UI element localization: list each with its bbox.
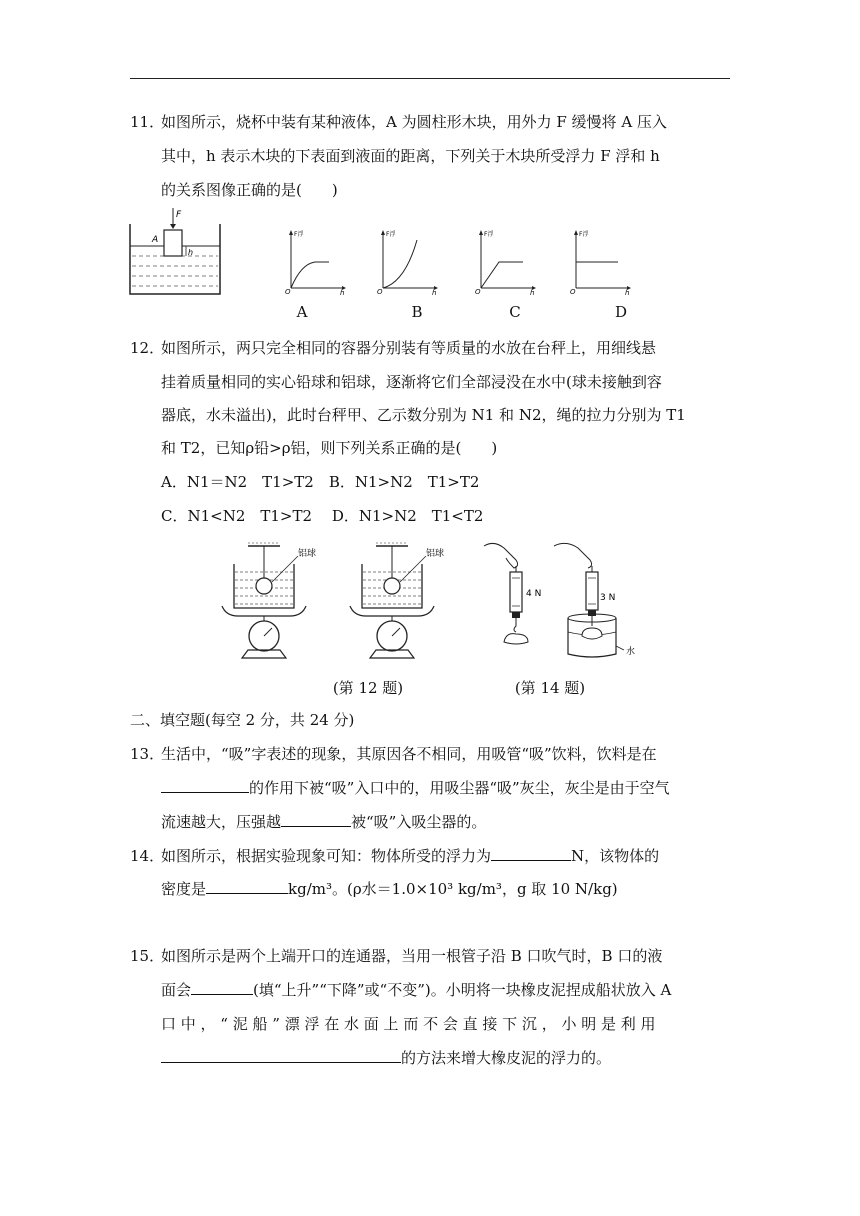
q11-graph-a-o: O xyxy=(285,288,291,296)
q12-number: 12． xyxy=(130,339,165,357)
q14-caption: (第 14 题) xyxy=(514,679,586,697)
q11-graph-d-o: O xyxy=(570,288,576,296)
q14-right-reading: 3 N xyxy=(600,593,616,603)
q11-graph-b-x: h xyxy=(432,289,437,296)
q13-blank-2[interactable] xyxy=(281,812,351,827)
q12-scale-right xyxy=(350,543,444,658)
q13-blank-1[interactable] xyxy=(161,778,249,793)
q12-line-1: 如图所示，两只完全相同的容器分别装有等质量的水放在台秤上，用细线悬 xyxy=(161,339,657,357)
q14-blank-2[interactable] xyxy=(206,879,288,894)
q14-water-label: 水 xyxy=(626,647,636,657)
q11-block-label: A xyxy=(152,235,159,245)
q15-blank-2[interactable] xyxy=(161,1048,401,1063)
q14-line-2-after: kg/m³。(ρ水＝1.0×10³ kg/m³，g 取 10 N/kg) xyxy=(288,880,618,898)
q11-graph-c-x: h xyxy=(530,289,535,296)
q14-line-1-after: N，该物体的 xyxy=(571,847,660,865)
q13-line-3-after: 被“吸”入吸尘器的。 xyxy=(351,813,487,831)
q14-blank-1[interactable] xyxy=(491,846,571,861)
q14-left-reading: 4 N xyxy=(526,589,542,599)
q11-graph-c xyxy=(475,228,537,296)
q11-graph-d-y: F浮 xyxy=(579,231,589,238)
q13-line-3 xyxy=(161,812,486,832)
q12-caption: (第 12 题) xyxy=(332,679,404,697)
q11-graph-a-x: h xyxy=(340,289,345,296)
q11-label-c: C xyxy=(509,303,521,321)
q12-line-2: 挂着质量相同的实心铅球和铝球，逐渐将它们全部浸没在水中(球未接触到容 xyxy=(161,373,662,391)
q11-graph-b-o: O xyxy=(377,288,383,296)
q11-line-2: 其中，h 表示木块的下表面到液面的距离，下列关于木块所受浮力 F 浮和 h xyxy=(161,147,660,165)
q14-number: 14． xyxy=(130,847,165,865)
q11-number: 11． xyxy=(130,113,165,131)
q11-graph-c-y: F浮 xyxy=(484,231,494,238)
header-rule xyxy=(130,78,730,79)
q12-ball-label-right: 铝球 xyxy=(426,549,445,559)
q11-depth-label: h xyxy=(188,248,194,257)
q13-number: 13． xyxy=(130,745,165,763)
q15-line-2 xyxy=(161,980,671,1000)
q12-figure xyxy=(218,542,458,664)
q14-line-1-before: 如图所示，根据实验现象可知：物体所受的浮力为 xyxy=(161,847,492,865)
q11-label-a: A xyxy=(296,303,308,321)
q11-line-1: 如图所示，烧杯中装有某种液体，A 为圆柱形木块，用外力 F 缓慢将 A 压入 xyxy=(161,113,667,131)
q13-line-2 xyxy=(161,778,670,798)
q11-graph-b-y: F浮 xyxy=(386,231,396,238)
q11-label-b: B xyxy=(411,303,423,321)
q12-ball-label-left: 铝球 xyxy=(298,549,317,559)
q11-graph-c-o: O xyxy=(475,288,481,296)
q15-line-2-before: 面会 xyxy=(161,981,192,999)
q14-line-1 xyxy=(161,846,659,866)
q13-line-1: 生活中，“吸”字表述的现象，其原因各不相同，用吸管“吸”饮料，饮料是在 xyxy=(161,745,657,763)
q15-number: 15． xyxy=(130,947,165,965)
q11-graph-a xyxy=(285,228,347,296)
q15-line-1: 如图所示是两个上端开口的连通器，当用一根管子沿 B 口吹气时，B 口的液 xyxy=(161,947,663,965)
q13-line-3-before: 流速越大，压强越 xyxy=(161,813,282,831)
q12-line-4: 和 T2，已知ρ铅>ρ铝，则下列关系正确的是( ) xyxy=(161,439,498,457)
q11-line-3: 的关系图像正确的是( ) xyxy=(161,181,338,199)
q11-beaker-figure xyxy=(128,206,224,298)
q12-line-3: 器底，水未溢出)，此时台秤甲、乙示数分别为 N1 和 N2，绳的拉力分别为 T1 xyxy=(161,406,686,424)
q11-graph-d xyxy=(570,228,632,296)
q11-graph-d-x: h xyxy=(625,289,630,296)
q12-options-row-1: A．N1＝N2 T1>T2 B．N1>N2 T1>T2 xyxy=(161,473,480,491)
q14-figure xyxy=(476,538,656,662)
q15-line-4-after: 的方法来增大橡皮泥的浮力的。 xyxy=(401,1049,612,1067)
q11-graph-a-y: F浮 xyxy=(294,231,304,238)
q12-options-row-2: C．N1<N2 T1>T2 D．N1>N2 T1<T2 xyxy=(161,507,484,525)
q12-scale-left xyxy=(222,543,316,658)
section-2-heading: 二、填空题(每空 2 分，共 24 分) xyxy=(130,711,355,729)
q14-spring-scale-right xyxy=(554,543,635,657)
q15-blank-1[interactable] xyxy=(191,980,253,995)
q15-line-3: 口 中 ， “ 泥 船 ” 漂 浮 在 水 面 上 而 不 会 直 接 下 沉 ， 小 明 是 利 用 xyxy=(161,1015,656,1033)
q13-line-2-text: 的作用下被“吸”入口中的，用吸尘器“吸”灰尘，灰尘是由于空气 xyxy=(249,779,670,797)
q14-spring-scale-left xyxy=(484,543,541,644)
q11-graph-b xyxy=(377,228,439,296)
q11-label-d: D xyxy=(614,303,628,321)
q15-line-4 xyxy=(161,1048,611,1068)
q15-line-2-after: (填“上升”“下降”或“不变”)。小明将一块橡皮泥捏成船状放入 A xyxy=(253,981,672,999)
q14-line-2 xyxy=(161,879,618,899)
q14-line-2-before: 密度是 xyxy=(161,880,207,898)
q11-force-label: F xyxy=(176,210,182,220)
